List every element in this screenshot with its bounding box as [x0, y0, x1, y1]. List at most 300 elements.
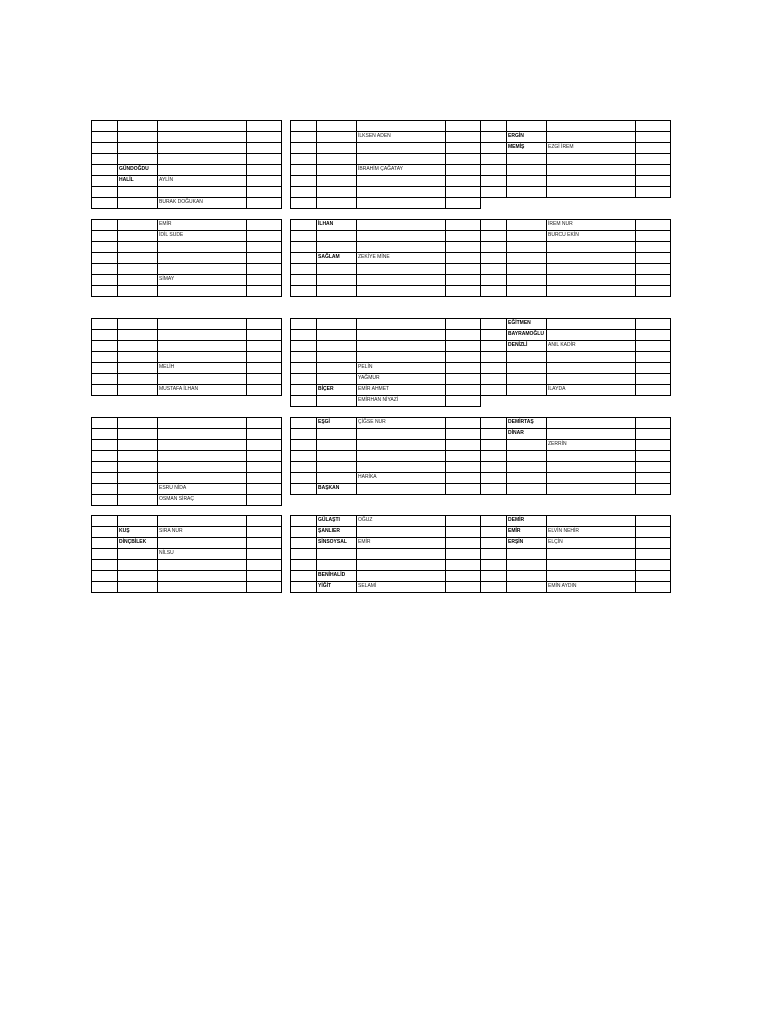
given-name-cell: [158, 440, 247, 451]
table-row: [92, 220, 282, 231]
given-name-cell: [158, 352, 247, 363]
note-cell: [247, 418, 282, 429]
surname-cell: [507, 121, 547, 132]
seat-number-cell: [481, 440, 507, 451]
seat-number-cell: [291, 516, 317, 527]
given-name-cell: İLAYDA: [547, 385, 636, 396]
seat-number-cell: [92, 560, 118, 571]
surname-cell: ERGİN: [507, 132, 547, 143]
table-row: [291, 264, 481, 275]
surname-cell: [118, 275, 158, 286]
seat-number-cell: [291, 462, 317, 473]
surname-cell: [317, 341, 357, 352]
surname-cell: [118, 363, 158, 374]
given-name-cell: [158, 242, 247, 253]
note-cell: [446, 253, 481, 264]
given-name-cell: [357, 440, 446, 451]
note-cell: [247, 143, 282, 154]
note-cell: [247, 121, 282, 132]
surname-cell: [118, 220, 158, 231]
surname-cell: [317, 363, 357, 374]
given-name-cell: PELİN: [357, 363, 446, 374]
given-name-cell: [547, 363, 636, 374]
seat-number-cell: [92, 231, 118, 242]
surname-cell: [118, 560, 158, 571]
seat-number-cell: [481, 462, 507, 473]
given-name-cell: [158, 462, 247, 473]
given-name-cell: [357, 549, 446, 560]
note-cell: [446, 571, 481, 582]
table-row: [291, 198, 481, 209]
given-name-cell: EMİR: [357, 538, 446, 549]
table-row: [481, 253, 671, 264]
note-cell: [446, 451, 481, 462]
note-cell: [247, 286, 282, 297]
seat-number-cell: [291, 549, 317, 560]
given-name-cell: [357, 352, 446, 363]
seat-number-cell: [291, 121, 317, 132]
surname-cell: [317, 286, 357, 297]
seat-number-cell: [92, 429, 118, 440]
seat-number-cell: [291, 538, 317, 549]
table-row: [481, 176, 671, 187]
table-row: [92, 582, 282, 593]
table-row: [481, 242, 671, 253]
given-name-cell: [357, 319, 446, 330]
seat-number-cell: [481, 231, 507, 242]
surname-cell: [118, 429, 158, 440]
note-cell: [247, 527, 282, 538]
table-row: [92, 571, 282, 582]
given-name-cell: [357, 484, 446, 495]
note-cell: [247, 165, 282, 176]
seat-table: [480, 515, 671, 593]
table-row: [92, 484, 282, 495]
table-row: [291, 484, 481, 495]
seat-number-cell: [92, 264, 118, 275]
table-row: [92, 143, 282, 154]
note-cell: [247, 341, 282, 352]
note-cell: [636, 516, 671, 527]
seat-number-cell: [481, 187, 507, 198]
note-cell: [247, 330, 282, 341]
surname-cell: [317, 143, 357, 154]
given-name-cell: MELİH: [158, 363, 247, 374]
seat-number-cell: [291, 363, 317, 374]
table-row: [291, 187, 481, 198]
note-cell: [636, 429, 671, 440]
seat-table: [480, 417, 671, 495]
note-cell: [247, 242, 282, 253]
surname-cell: [118, 418, 158, 429]
surname-cell: [507, 264, 547, 275]
note-cell: [446, 352, 481, 363]
note-cell: [636, 549, 671, 560]
seat-number-cell: [291, 286, 317, 297]
note-cell: [636, 220, 671, 231]
table-row: [481, 418, 671, 429]
seat-number-cell: [291, 374, 317, 385]
given-name-cell: ÇİĞSE NUR: [357, 418, 446, 429]
note-cell: [247, 451, 282, 462]
surname-cell: [317, 440, 357, 451]
given-name-cell: [547, 165, 636, 176]
table-row: [291, 132, 481, 143]
seat-number-cell: [481, 165, 507, 176]
table-row: [92, 242, 282, 253]
seat-number-cell: [291, 264, 317, 275]
table-row: [291, 396, 481, 407]
note-cell: [636, 275, 671, 286]
table-row: [92, 253, 282, 264]
surname-cell: [118, 253, 158, 264]
seat-number-cell: [481, 220, 507, 231]
note-cell: [247, 275, 282, 286]
surname-cell: [118, 143, 158, 154]
note-cell: [446, 231, 481, 242]
surname-cell: DEMİR: [507, 516, 547, 527]
given-name-cell: [158, 516, 247, 527]
surname-cell: [507, 440, 547, 451]
surname-cell: [317, 396, 357, 407]
note-cell: [247, 538, 282, 549]
given-name-cell: [357, 264, 446, 275]
surname-cell: [317, 154, 357, 165]
seat-number-cell: [481, 253, 507, 264]
seat-number-cell: [481, 418, 507, 429]
seat-number-cell: [481, 341, 507, 352]
seat-number-cell: [481, 264, 507, 275]
given-name-cell: [547, 187, 636, 198]
table-row: [481, 484, 671, 495]
surname-cell: ŞANLIER: [317, 527, 357, 538]
surname-cell: DİNAR: [507, 429, 547, 440]
surname-cell: [118, 440, 158, 451]
given-name-cell: [357, 462, 446, 473]
surname-cell: [317, 451, 357, 462]
note-cell: [636, 473, 671, 484]
surname-cell: BAYRAMOĞLU: [507, 330, 547, 341]
table-row: [481, 154, 671, 165]
note-cell: [636, 253, 671, 264]
given-name-cell: [158, 571, 247, 582]
table-row: [92, 319, 282, 330]
note-cell: [446, 319, 481, 330]
note-cell: [247, 495, 282, 506]
given-name-cell: OSMAN SİRAÇ: [158, 495, 247, 506]
seat-number-cell: [92, 253, 118, 264]
surname-cell: DİNÇBİLEK: [118, 538, 158, 549]
seat-number-cell: [92, 132, 118, 143]
given-name-cell: [357, 286, 446, 297]
note-cell: [636, 363, 671, 374]
note-cell: [247, 319, 282, 330]
note-cell: [446, 220, 481, 231]
note-cell: [636, 176, 671, 187]
given-name-cell: [158, 582, 247, 593]
note-cell: [636, 319, 671, 330]
seat-number-cell: [291, 352, 317, 363]
note-cell: [247, 374, 282, 385]
table-row: [481, 451, 671, 462]
seat-number-cell: [92, 385, 118, 396]
seat-number-cell: [92, 286, 118, 297]
surname-cell: [507, 352, 547, 363]
note-cell: [636, 154, 671, 165]
seat-number-cell: [92, 516, 118, 527]
note-cell: [446, 374, 481, 385]
surname-cell: [118, 187, 158, 198]
given-name-cell: ELVİN NEHİR: [547, 527, 636, 538]
seat-number-cell: [481, 560, 507, 571]
note-cell: [446, 582, 481, 593]
note-cell: [247, 582, 282, 593]
surname-cell: EŞGİ: [317, 418, 357, 429]
surname-cell: [507, 473, 547, 484]
seat-number-cell: [92, 451, 118, 462]
table-row: [481, 319, 671, 330]
seat-table: [290, 417, 481, 495]
table-row: [481, 538, 671, 549]
surname-cell: [118, 385, 158, 396]
note-cell: [247, 154, 282, 165]
given-name-cell: [547, 484, 636, 495]
note-cell: [247, 560, 282, 571]
given-name-cell: EZGİ İREM: [547, 143, 636, 154]
surname-cell: [317, 165, 357, 176]
surname-cell: [317, 319, 357, 330]
surname-cell: [507, 363, 547, 374]
surname-cell: BİÇER: [317, 385, 357, 396]
note-cell: [636, 341, 671, 352]
table-row: [481, 286, 671, 297]
surname-cell: [317, 264, 357, 275]
surname-cell: [118, 462, 158, 473]
seat-number-cell: [291, 176, 317, 187]
table-row: [291, 121, 481, 132]
note-cell: [636, 385, 671, 396]
note-cell: [446, 462, 481, 473]
table-row: [291, 231, 481, 242]
seat-number-cell: [92, 527, 118, 538]
table-row: [92, 264, 282, 275]
given-name-cell: [357, 143, 446, 154]
surname-cell: [317, 231, 357, 242]
given-name-cell: [547, 253, 636, 264]
given-name-cell: [158, 451, 247, 462]
seat-number-cell: [291, 187, 317, 198]
given-name-cell: [158, 143, 247, 154]
table-row: [481, 352, 671, 363]
note-cell: [636, 571, 671, 582]
surname-cell: [507, 253, 547, 264]
table-row: [92, 451, 282, 462]
surname-cell: İLHAN: [317, 220, 357, 231]
table-row: [92, 385, 282, 396]
seat-number-cell: [291, 231, 317, 242]
note-cell: [247, 198, 282, 209]
seat-number-cell: [481, 571, 507, 582]
table-row: [291, 538, 481, 549]
seat-number-cell: [481, 143, 507, 154]
note-cell: [446, 516, 481, 527]
surname-cell: [507, 374, 547, 385]
note-cell: [247, 429, 282, 440]
given-name-cell: EMİN AYDIN: [547, 582, 636, 593]
seat-number-cell: [291, 165, 317, 176]
seat-table: [91, 120, 282, 209]
surname-cell: [118, 495, 158, 506]
given-name-cell: ZERRİN: [547, 440, 636, 451]
given-name-cell: HARİKA: [357, 473, 446, 484]
surname-cell: [317, 374, 357, 385]
note-cell: [446, 341, 481, 352]
surname-cell: ERŞİN: [507, 538, 547, 549]
given-name-cell: [158, 187, 247, 198]
table-row: [92, 231, 282, 242]
table-row: [481, 385, 671, 396]
given-name-cell: [357, 242, 446, 253]
surname-cell: [317, 132, 357, 143]
note-cell: [446, 132, 481, 143]
seat-number-cell: [481, 154, 507, 165]
surname-cell: [118, 231, 158, 242]
surname-cell: [507, 484, 547, 495]
given-name-cell: SİMAY: [158, 275, 247, 286]
given-name-cell: ZEKİYE MİNE: [357, 253, 446, 264]
seat-number-cell: [481, 242, 507, 253]
table-row: [92, 473, 282, 484]
given-name-cell: [547, 374, 636, 385]
surname-cell: [317, 330, 357, 341]
seat-number-cell: [291, 341, 317, 352]
table-row: [92, 165, 282, 176]
seat-number-cell: [92, 143, 118, 154]
seat-number-cell: [92, 319, 118, 330]
note-cell: [446, 538, 481, 549]
table-row: [481, 582, 671, 593]
seat-number-cell: [291, 451, 317, 462]
given-name-cell: NİLSU: [158, 549, 247, 560]
table-row: [481, 440, 671, 451]
seat-number-cell: [92, 352, 118, 363]
given-name-cell: [158, 264, 247, 275]
given-name-cell: [357, 198, 446, 209]
given-name-cell: [158, 154, 247, 165]
seat-number-cell: [92, 473, 118, 484]
seat-table: [480, 219, 671, 297]
given-name-cell: [357, 275, 446, 286]
given-name-cell: [547, 560, 636, 571]
given-name-cell: [357, 429, 446, 440]
table-row: [92, 538, 282, 549]
given-name-cell: [547, 516, 636, 527]
given-name-cell: [158, 473, 247, 484]
note-cell: [247, 363, 282, 374]
table-row: [291, 418, 481, 429]
surname-cell: [317, 176, 357, 187]
note-cell: [247, 220, 282, 231]
note-cell: [446, 549, 481, 560]
note-cell: [247, 484, 282, 495]
given-name-cell: [357, 560, 446, 571]
given-name-cell: [357, 187, 446, 198]
table-row: [92, 286, 282, 297]
seat-table: [290, 120, 481, 209]
table-row: [291, 440, 481, 451]
table-row: [92, 121, 282, 132]
table-row: [92, 418, 282, 429]
seat-number-cell: [92, 330, 118, 341]
table-row: [291, 429, 481, 440]
surname-cell: [317, 429, 357, 440]
table-row: [291, 286, 481, 297]
given-name-cell: [357, 220, 446, 231]
seat-table: [290, 318, 481, 407]
given-name-cell: SIRA NUR: [158, 527, 247, 538]
surname-cell: [118, 516, 158, 527]
given-name-cell: [357, 341, 446, 352]
table-row: [92, 363, 282, 374]
seat-number-cell: [481, 582, 507, 593]
note-cell: [636, 132, 671, 143]
note-cell: [247, 516, 282, 527]
seat-number-cell: [291, 275, 317, 286]
seat-number-cell: [291, 560, 317, 571]
given-name-cell: [547, 176, 636, 187]
seat-number-cell: [92, 220, 118, 231]
seat-number-cell: [291, 143, 317, 154]
surname-cell: KUŞ: [118, 527, 158, 538]
note-cell: [636, 527, 671, 538]
given-name-cell: BURAK DOĞUKAN: [158, 198, 247, 209]
surname-cell: [118, 473, 158, 484]
table-row: [481, 264, 671, 275]
surname-cell: [118, 132, 158, 143]
seat-number-cell: [291, 396, 317, 407]
note-cell: [636, 165, 671, 176]
seat-number-cell: [291, 319, 317, 330]
note-cell: [636, 462, 671, 473]
seat-table: [91, 219, 282, 297]
seat-number-cell: [92, 571, 118, 582]
given-name-cell: [547, 462, 636, 473]
table-row: [481, 330, 671, 341]
given-name-cell: [547, 429, 636, 440]
seat-number-cell: [291, 242, 317, 253]
table-row: [291, 253, 481, 264]
seat-table: [91, 515, 282, 593]
given-name-cell: [357, 231, 446, 242]
seat-number-cell: [481, 451, 507, 462]
note-cell: [446, 121, 481, 132]
surname-cell: DENİZLİ: [507, 341, 547, 352]
note-cell: [247, 385, 282, 396]
note-cell: [446, 330, 481, 341]
given-name-cell: [547, 121, 636, 132]
surname-cell: [507, 231, 547, 242]
given-name-cell: ANIL KADİR: [547, 341, 636, 352]
note-cell: [446, 484, 481, 495]
table-row: [92, 275, 282, 286]
seat-number-cell: [481, 527, 507, 538]
surname-cell: [317, 473, 357, 484]
surname-cell: [118, 341, 158, 352]
seat-number-cell: [481, 538, 507, 549]
given-name-cell: [158, 121, 247, 132]
table-row: [92, 198, 282, 209]
note-cell: [636, 538, 671, 549]
